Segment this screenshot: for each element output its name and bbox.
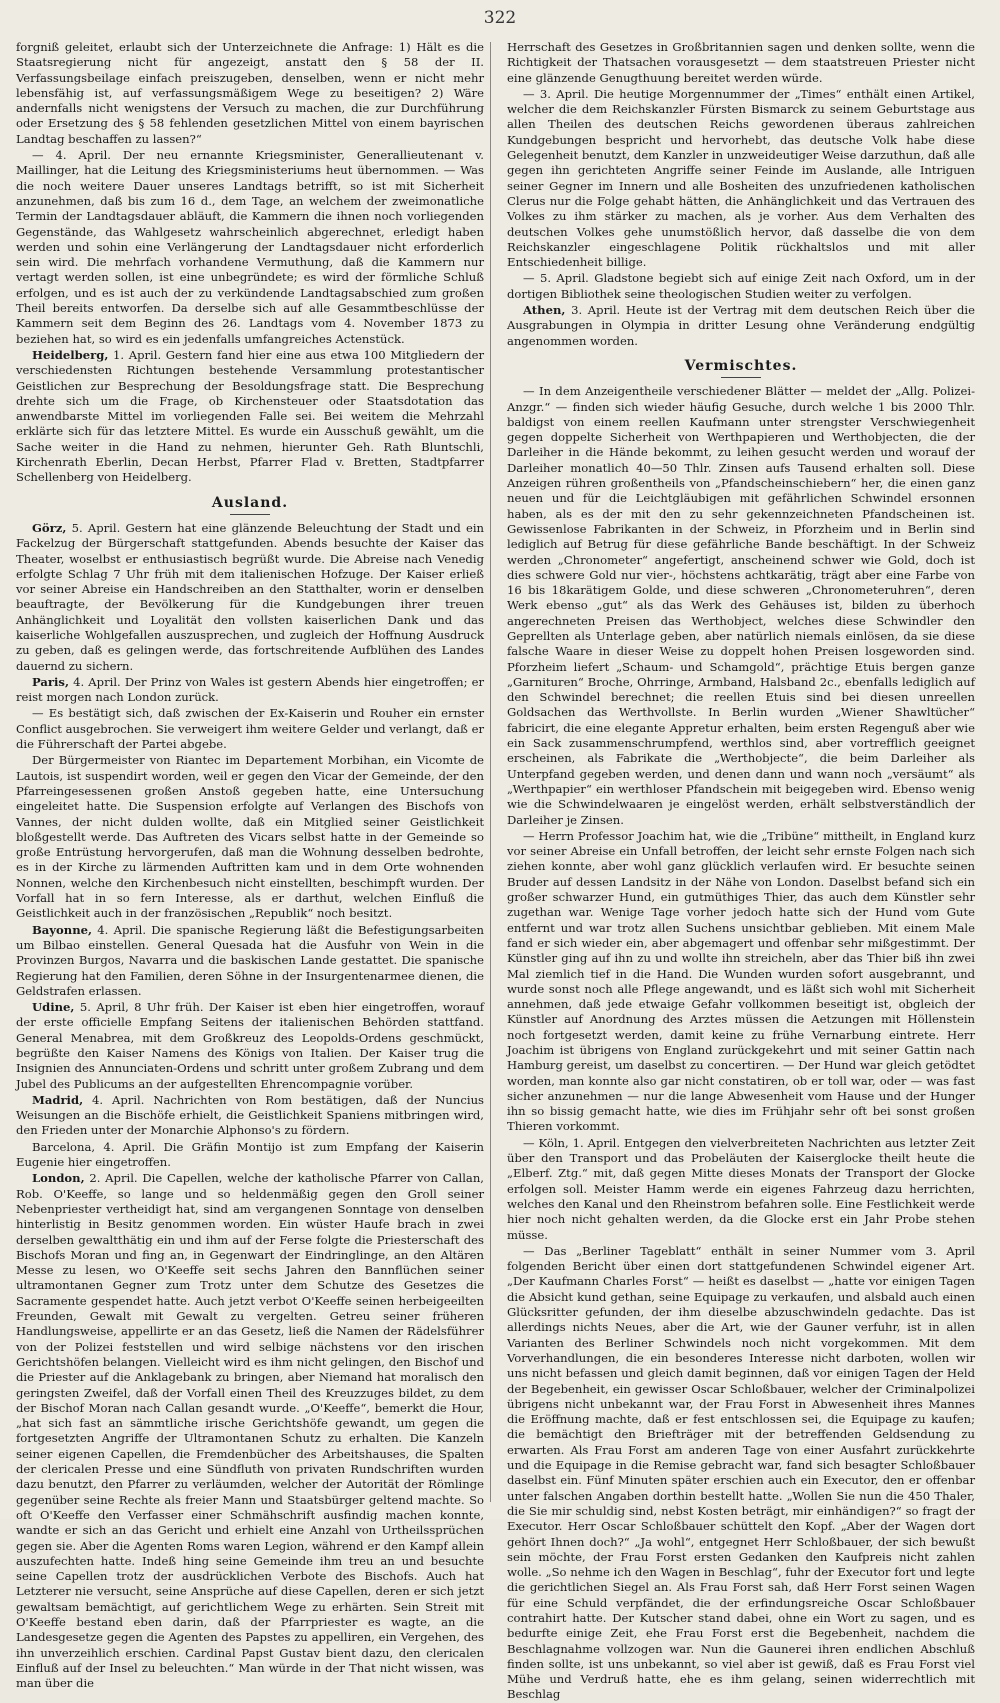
article-paragraph xyxy=(507,1136,975,1243)
paragraph-text: — 5. April. Gladstone begiebt sich auf einige Zeit nach Oxford, um in der dortigen Bibliothek seine theologischen Studien weiter zu verfolgen. xyxy=(507,271,975,301)
paragraph-text: — 4. April. Der neu ernannte Kriegsminister, Generallieutenant v. Maillinger, hat die Leitung des Kriegsministeriums heut übernommen. — Was die noch weitere Dauer unseres Landtags betrifft, so ist mit Sicherheit anzunehmen, daß bis zum 16 d., dem Tage, an welchem der zweimonatliche Termin der Landtagsdauer abläuft, die Kammern die ihnen noch vorliegenden Gegenstände, das Wahlgesetz wahrscheinlich abgerechnet, erledigt haben werden und sohin eine Verlängerung der Landtagsdauer nicht erforderlich sein wird. Die mehrfach vorhandene Vermuthung, daß die Kammern nur vertagt werden sollen, ist eine unbegründete; es wird der förmliche Schluß erfolgen, und es ist auch der zu verkündende Landtagsabschied zum großen Theil bereits entworfen. Da derselbe sich auf alle Gesammtbeschlüsse der Kammern seit dem Beginn des 26. Landtags vom 4. November 1873 zu beziehen hat, so wird es ein jedenfalls umfangreiches Actenstück. xyxy=(16,148,484,346)
article-paragraph xyxy=(507,271,975,302)
paragraph-text: — In dem Anzeigentheile verschiedener Blätter — meldet der „Allg. Polizei-Anzgr.“ — finden sich wieder häufig Gesuche, durch welche 1 bis 2000 Thlr. baldigst von einem reellen Kaufmann unter strengster Verschwiegenheit gegen doppelte Sicherheit von Werthpapieren und Werthobjecten, die der Darleiher in die Hände bekommt, zu leihen gesucht werden und worauf der Darleiher monatlich 40—50 Thlr. Zinsen aufs Tausend erhalten soll. Diese Anzeigen rühren großentheils von „Pfandscheinschiebern“ her, die einen ganz neuen und für die Leichtgläubigen mit gefährlichen Schwindel ersonnen haben, als es der mit den zu sehr gekennzeichneten Pfandscheinen ist. Gewissenlose Fabrikanten in der Schweiz, in Pforzheim und in Berlin sind lediglich auf Betrug für diese gefährliche Bande beschäftigt. In der Schweiz werden „Chronometer“ angefertigt, anscheinend schwer wie Gold, doch ist dies schwere Gold nur vier-, höchstens achtkarätig, trägt aber eine Farbe von 16 bis 18karätigem Golde, und diese schweren „Chronometeruhren“, deren Werk ebenso „gut“ als das Werk des Gehäuses ist, bilden zu überhoch angerechneten Preisen das Werthobject, welches diese Schwindler den Geprellten als Unterlage geben, aber natürlich niemals einlösen, da sie diese falsche Waare in dieser Weise zu doppelt hohen Preisen losgeworden sind. Pforzheim liefert „Schaum- und Schamgold“, prächtige Etuis bergen ganze „Garnituren“ Broche, Ohrringe, Armband, Halsband 2c., ebenfalls lediglich auf den Schwindel berechnet; die reellen Etuis sind bei diesen unreellen Goldsachen das Werthvollste. In Berlin wurden „Wiener Shawltücher“ fabricirt, die eine elegante Appretur erhalten, beim ersten Regenguß aber wie ein Sack zusammenschrumpfend, werthlos sind, aber vortrefflich geeignet erscheinen, als Fabrikate die „Werthobjecte“, die beim Darleiher als Unterpfand gegeben werden, und denen dann und wann noch „versäumt“ als „Werthpapier“ ein werthloser Pfandschein mit beigegeben wird. Ebenso wenig wie die Schwindelwaaren je eingelöst werden, erhält selbstverständlich der Darleiher je Zinsen. xyxy=(507,384,975,827)
paragraph-text: 5. April, 8 Uhr früh. Der Kaiser ist eben hier eingetroffen, worauf der erste officielle Empfang Seitens der italienischen Behörden stattfand. General Menabrea, mit dem Großkreuz des Leopolds-Ordens geschmückt, begrüßte den Kaiser Namens des Königs von Italien. Der Kaiser trug die Insignien des Annunciaten-Ordens und schritt unter großem Zubrang und dem Jubel des Publicums an der aufgestellten Ehrencompagnie vorüber. xyxy=(16,1000,484,1091)
section-heading: Vermischtes. xyxy=(507,359,975,378)
dateline-place: Athen, xyxy=(523,303,566,318)
article-paragraph xyxy=(507,829,975,1135)
column-divider xyxy=(490,42,491,1502)
dateline-place: Udine, xyxy=(32,1000,75,1015)
article-paragraph xyxy=(16,1093,484,1139)
article-paragraph xyxy=(16,521,484,674)
dateline-place: London, xyxy=(32,1171,85,1186)
article-paragraph xyxy=(16,1171,484,1691)
article-paragraph xyxy=(507,40,975,86)
article-paragraph xyxy=(16,675,484,706)
paragraph-text: — Herrn Professor Joachim hat, wie die „Tribüne“ mittheilt, in England kurz vor seiner Abreise ein Unfall betroffen, der leicht sehr ernste Folgen nach sich ziehen konnte, aber wohl ganz glücklich verlaufen wird. Er besuchte seinen Bruder auf dessen Landsitz in der Nähe von London. Daselbst befand sich ein großer schwarzer Hund, ein gutmüthiges Thier, das auch dem Künstler sehr zugethan war. Wenige Tage vorher jedoch hatte sich der Hund vom Gute entfernt und war trotz allen Suchens unsichtbar geblieben. Mit einem Male fand er sich wieder ein, aber abgemagert und offenbar sehr mißgestimmt. Der Künstler ging auf ihn zu und wollte ihn streicheln, aber das Thier biß ihn zwei Mal ziemlich tief in die Hand. Die Wunden wurden sofort ausgebrannt, und wurde sonst noch alle Pflege angewandt, und es läßt sich wohl mit Sicherheit annehmen, daß jede etwaige Gefahr vollkommen beseitigt ist, obgleich der Künstler auf Anordnung des Arztes müssen die Aetzungen mit Höllenstein noch fortgesetzt werden, damit keine zu frühe Vernarbung eintrete. Herr Joachim ist übrigens von England zurückgekehrt und mit seiner Gattin nach Hamburg gereist, um daselbst zu concertiren. — Der Hund war gleich getödtet worden, man konnte also gar nicht constatiren, ob er toll war, oder — was fast sicher anzunehmen — nur die lange Abwesenheit vom Hause und der Hunger ihn so bissig gemacht hatte, wie dies im Frühjahr sehr oft bei sonst großen Thieren vorkommt. xyxy=(507,828,975,1134)
article-paragraph xyxy=(16,923,484,999)
paragraph-text: — 3. April. Die heutige Morgennummer der „Times“ enthält einen Artikel, welcher die dem Reichskanzler Fürsten Bismarck zu seinem Geburtstage aus allen Theilen des deutschen Reichs gewordenen überaus zahlreichen Kundgebungen bespricht und hervorhebt, das deutsche Volk habe diese Gelegenheit benutzt, dem Kanzler in unzweideutiger Weise darzuthun, daß alle gegen ihn gerichteten Angriffe seiner Feinde im Auslande, alle Intriguen seiner Gegner im Innern und alle Bosheiten des unzufriedenen katholischen Clerus nur die Folge gehabt hätten, die Anhänglichkeit und das Vertrauen des Volkes zu ihm stärker zu machen, als je vorher. Aus dem Verhalten des deutschen Volkes gehe unumstößlich hervor, daß dasselbe die von dem Reichskanzler eingeschlagene Politik rückhaltslos und mit aller Entschiedenheit billige. xyxy=(507,86,975,270)
section-heading: Ausland. xyxy=(16,496,484,515)
paragraph-text: Herrschaft des Gesetzes in Großbritannien sagen und denken sollte, wenn die Richtigkeit der Thatsachen vorausgesetzt — dem staatstreuen Priester nicht eine glänzende Genugthuung bereitet werden würde. xyxy=(507,40,975,85)
paragraph-text: — Das „Berliner Tageblatt“ enthält in seiner Nummer vom 3. April folgenden Bericht über einen dort stattgefundenen Schwindel eigener Art. „Der Kaufmann Charles Forst“ — heißt es daselbst — „hatte vor einigen Tagen die Absicht kund gethan, seine Equipage zu verkaufen, und alsbald auch einen Glücksritter gefunden, der ihm dieselbe abzuschwindeln gedachte. Das ist allerdings nichts Neues, aber die Art, wie der Gauner verfuhr, ist in allen Varianten des Berliner Schwindels noch nicht vorgekommen. Mit dem Vorverhandlungen, die ein besonderes Interesse nicht darboten, wollen wir uns nicht befassen und gleich damit beginnen, daß vor einigen Tagen der Held der Begebenheit, ein gewisser Oscar Schloßbauer, welcher der Criminalpolizei übrigens nicht unbekannt war, der Frau Forst in Abwesenheit ihres Mannes die Eröffnung machte, daß er fest entschlossen sei, die Equipage zu kaufen; die bemächtigt den Briefträger mit der betreffenden Geldsendung zu erwarten. Als Frau Forst am anderen Tage von einer Ausfahrt zurückkehrte und die Equipage in die Remise gebracht war, fand sich besagter Schloßbauer daselbst ein. Fünf Minuten später erschien auch ein Executor, den er offenbar unter falschen Angaben dorthin bestellt hatte. „Wollen Sie nun die 450 Thaler, die Sie mir schuldig sind, nebst Kosten beträgt, mir einhändigen?“ so fragt der Executor. Herr Oscar Schloßbauer schüttelt den Kopf. „Aber der Wagen dort gehört Ihnen doch?“ „Ja wohl“, entgegnet Herr Schloßbauer, der sich bewußt sein möchte, der Frau Forst ersten Gedanken den Kaufpreis nicht zahlen wolle. „So nehme ich den Wagen in Beschlag“, fuhr der Executor fort und legte die gerichtlichen Siegel an. Als Frau Forst sah, daß Herr Forst seinen Wagen für eine Schuld verpfändet, die der erfindungsreiche Oscar Schloßbauer contrahirt hatte. Der Kutscher stand dabei, ohne ein Wort zu sagen, und es bedurfte einige Zeit, ehe Frau Forst erst die Begebenheit, nachdem die Beschlagnahme vollzogen war. Nun die Gaunerei ihren endlichen Abschluß finden sollte, ist uns unbekannt, so viel aber ist gewiß, daß es Frau Forst viel Mühe und Verdruß hatte, ehe es ihm gelang, seinen widerrechtlich mit Beschlag xyxy=(507,1243,975,1702)
paragraph-text: Der Bürgermeister von Riantec im Departement Morbihan, ein Vicomte de Lautois, ist suspendirt worden, weil er gegen den Vicar der Gemeinde, der den Pfarreingesessenen großen Anstoß gegeben hatte, eine Untersuchung eingeleitet hatte. Die Suspension erfolgte auf Verlangen des Bischofs von Vannes, der nicht dulden wollte, daß ein Mitglied seiner Geistlichkeit bloßgestellt werde. Das Auftreten des Vicars selbst hatte in der Gemeinde so große Entrüstung hervorgerufen, daß man die Wohnung desselben bedrohte, es in der Kirche zu lärmenden Auftritten kam und in dem Orte wohnenden Nonnen, welche den Kirchenbesuch nicht einstellten, beschimpft wurden. Der Vorfall hat in so fern Interesse, als er darthut, welchen Einfluß die Geistlichkeit auch in der französischen „Republik“ noch besitzt. xyxy=(16,753,484,921)
paragraph-text: 3. April. Heute ist der Vertrag mit dem deutschen Reich über die Ausgrabungen in Olympia in dritter Lesung ohne Veränderung endgültig angenommen worden. xyxy=(507,303,975,348)
paragraph-text: Barcelona, 4. April. Die Gräfin Montijo ist zum Empfang der Kaiserin Eugenie hier eingetroffen. xyxy=(16,1139,484,1170)
dateline-place: Heidelberg, xyxy=(32,347,109,362)
article-paragraph xyxy=(16,1000,484,1092)
right-column xyxy=(507,40,975,1702)
article-paragraph xyxy=(16,706,484,752)
article-paragraph xyxy=(507,1244,975,1703)
paragraph-text: 1. April. Gestern fand hier eine aus etwa 100 Mitgliedern der verschiedensten Richtungen bestehende Versammlung protestantischer Geistlichen zur Besprechung der Besoldungsfrage statt. Die Besprechung drehte sich um die Frage, ob Kirchensteuer oder Staatsdotation das anwendbarste Mittel im vorliegenden Falle sei. Bei weitem die Mehrzahl erklärte sich für das letztere Mittel. Es wurde ein Ausschuß gewählt, um die Sache weiter in die Hand zu nehmen, hierunter Geh. Rath Bluntschli, Kirchenrath Eberlin, Decan Herbst, Pfarrer Flad v. Bretten, Stadtpfarrer Schellenberg von Heidelberg. xyxy=(16,347,484,485)
article-paragraph xyxy=(507,384,975,828)
paragraph-text: forgniß geleitet, erlaubt sich der Unterzeichnete die Anfrage: 1) Hält es die Staatsregierung nicht für angezeigt, anstatt den § 58 der II. Verfassungsbeilage einfach preiszugeben, denselben, wenn er nicht mehr lebensfähig ist, auf verfassungsmäßigem Wege zu beseitigen? 2) Wäre andernfalls nicht wenigstens der Versuch zu machen, die zur Durchführung oder Ersetzung des § 58 fehlenden gesetzlichen Mittel von einem bayrischen Landtag beschaffen zu lassen?“ xyxy=(16,40,484,146)
left-column xyxy=(16,40,484,1691)
dateline-place: Görz, xyxy=(32,520,67,535)
page-number: 322 xyxy=(483,8,517,28)
article-paragraph xyxy=(16,40,484,147)
dateline-place: Madrid, xyxy=(32,1092,84,1107)
paragraph-text: — Köln, 1. April. Entgegen den vielverbreiteten Nachrichten aus letzter Zeit über den Transport und das Probeläuten der Kaiserglocke theilt heute die „Elberf. Ztg.“ mit, daß gegen Mitte dieses Monats der Transport der Glocke erfolgen soll. Meister Hamm werde ein eigenes Fahrzeug dazu herrichten, welches den Kanal und den Rheinstrom befahren solle. Eine Festlichkeit werde hier noch nicht gehalten werden, da die Glocke erst ein Jahr Probe stehen müsse. xyxy=(507,1135,975,1242)
paragraph-text: 4. April. Der Prinz von Wales ist gestern Abends hier eingetroffen; er reist morgen nach London zurück. xyxy=(16,674,484,705)
article-paragraph xyxy=(16,348,484,486)
article-paragraph xyxy=(16,148,484,347)
article-paragraph xyxy=(16,1140,484,1171)
paragraph-text: 4. April. Nachrichten von Rom bestätigen, daß der Nuncius Weisungen an die Bischöfe erhielt, die Geistlichkeit Spaniens mitbringen wird, den Frieden unter der Monarchie Alphonso's zu fördern. xyxy=(16,1092,484,1138)
dateline-place: Bayonne, xyxy=(32,922,93,937)
article-paragraph xyxy=(507,87,975,271)
paragraph-text: — Es bestätigt sich, daß zwischen der Ex-Kaiserin und Rouher ein ernster Conflict ausgebrochen. Sie verweigert ihm weitere Gelder und verlangt, daß er die Führerschaft der Partei abgebe. xyxy=(16,706,484,752)
dateline-place: Paris, xyxy=(32,674,69,689)
article-paragraph xyxy=(507,303,975,349)
paragraph-text: 2. April. Die Capellen, welche der katholische Pfarrer von Callan, Rob. O'Keeffe, so lange und so heldenmäßig gegen den Groll seiner Nebenpriester vertheidigt hat, sind am vergangenen Sonntage von denselben hinterlistig in Besitz genommen worden. Ein wüster Haufe brach in zwei derselben gewaltthätig ein und ihm auf der Ferse folgte die Priesterschaft des Bischofs Moran und fing an, in Gegenwart der Eindringlinge, an den Altären Messe zu lesen, wo O'Keeffe seit sechs Jahren den Bannflüchen seiner ultramontanen Gegner zum Trotz unter dem Schutze des Gesetzes die Sacramente gespendet hatte. Auch jetzt verbot O'Keeffe seinen herbeigeeilten Freunden, Gewalt mit Gewalt zu vergelten. Getreu seiner früheren Handlungsweise, appellirte er an das Gesetz, ließ die Namen der Rädelsführer von der Polizei feststellen und wird selbige nächstens vor den irischen Gerichtshöfen belangen. Vielleicht wird es ihm nicht gelingen, den Bischof und die Priester auf die Anklagebank zu bringen, aber Niemand hat moralisch den geringsten Zweifel, daß der Vorfall einen Theil des Kreuzzuges bildet, zu dem der Bischof Moran nach Callan gesandt wurde. „O'Keeffe“, bemerkt die Hour, „hat sich fast an sämmtliche irische Gerichtshöfe gewandt, um gegen die fortgesetzten Angriffe der Ultramontanen Schutz zu erhalten. Die Kanzeln seiner eigenen Capellen, die Fremdenbücher des Arbeitshauses, die Spalten der clericalen Presse und eine Sündfluth von privaten Rundschriften wurden dazu benutzt, den Pfarrer zu verläumden, welcher der Autorität der Römlinge gegenüber seine Rechte als freier Mann und Staatsbürger geltend machte. So oft O'Keeffe den Verfasser einer Schmähschrift ausfindig machen konnte, wandte er sich an das Gericht und erhielt eine Anzahl von Urtheilssprüchen gegen sie. Aber die Agenten Roms waren Legion, während er den Kampf allein auszufechten hatte. Indeß hing seine Gemeinde ihm treu an und besuchte seine Capellen trotz der ausdrücklichen Verbote des Bischofs. Auch hat Letzterer nie versucht, seine Ansprüche auf diese Capellen, deren er sich jetzt gewaltsam bemächtigt, auf gerichtlichem Wege zu erhärten. Sein Streit mit O'Keeffe bestand eben darin, daß der Pfarrpriester es wagte, an die Landesgesetze gegen die Agenten des Papstes zu appelliren, ein Vergehen, des ihn unverzeihlich erschien. Cardinal Papst Gustav bient dazu, den clericalen Einfluß auf der Insel zu beleuchten.“ Man würde in der That nicht wissen, was man über die xyxy=(16,1171,484,1691)
article-paragraph xyxy=(16,753,484,921)
paragraph-text: 5. April. Gestern hat eine glänzende Beleuchtung der Stadt und ein Fackelzug der Bürgerschaft stattgefunden. Abends besuchte der Kaiser das Theater, woselbst er enthusiastisch begrüßt wurde. Die Abreise nach Venedig erfolgte Schlag 7 Uhr früh mit dem italienischen Hofzuge. Der Kaiser erließ vor seiner Abreise ein Handschreiben an den Statthalter, worin er denselben beauftragte, der Bevölkerung für die Kundgebungen ihrer treuen Anhänglichkeit und Loyalität den vollsten kaiserlichen Dank und das kaiserliche Wohlgefallen auszusprechen, und zugleich der Hoffnung Ausdruck zu geben, daß es gelingen werde, das fortschreitende Aufblühen des Landes dauernd zu sichern. xyxy=(16,520,484,673)
paragraph-text: 4. April. Die spanische Regierung läßt die Befestigungsarbeiten um Bilbao einstellen. General Quesada hat die Ausfuhr von Wein in die Provinzen Burgos, Navarra und die baskischen Lande gestattet. Die spanische Regierung hat den Familien, deren Söhne in der Insurgentenarmee dienen, die Geldstrafen erlassen. xyxy=(16,922,484,998)
